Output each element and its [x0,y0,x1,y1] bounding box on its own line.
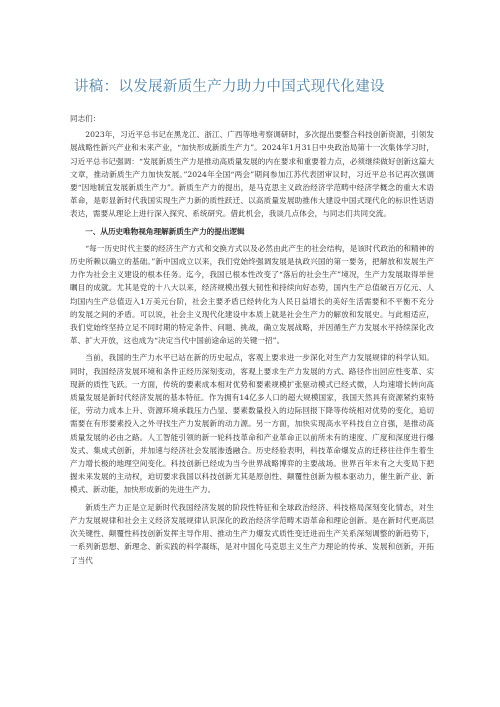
page-title: 讲稿：以发展新质生产力助力中国式现代化建设 [74,79,385,95]
section-heading-1: 一、从历史唯物视角理解新质生产力的提出逻辑 [85,226,245,236]
section1-paragraph-1: “每一历史时代主要的经济生产方式和交换方式以及必然由此产生的社会结构，是该时代政治的和精神的历史所赖以确立的基础。”新中国成立以来，我们党始终强调发展是执政兴国的第一要务，把解放和发展生产力作为社会主义建设的根本任务。迄今，我国已根本性改变了“落后的社会生产”境况，生产力发展取得举世瞩目的成就。尤其是党的十八大以来，经济规模出强大韧性和持续向好态势，国内生产总值破百万亿元、人均国内生产总值迈入1万美元台阶，社会主要矛盾已经转化为人民日益增长的美好生活需要和不平衡不充分的发展之间的矛盾。可以说，社会主义现代化建设中本质上就是社会生产力的解放和发展史。与此相适应，我们党始终坚持立足不同时期的特定条件、问题、挑战，确立发展战略，并因循生产力发展水平持续深化改革、扩大开放，这也成为“决定当代中国前途命运的关键一招”。 [70,243,434,346]
section1-paragraph-2: 当前，我国的生产力水平已站在新的历史起点，客观上要求进一步深化对生产力发展规律的科学认知。同时，我国经济发展环境和条件正经历深刻变动，客观上要求生产力发展的方式、路径作出回应性变革、实现新的质性飞跃。一方面，传统的要素成本相对优势和要素规模扩张驱动模式已经式微，人均速增长转向高质量发展是新时代经济发展的基本特征。作为拥有14亿多人口的超大规模国家，我国天然具有资源紧约束特征，劳动力成本上升、资源环境承载压力凸显、要素数量投入的边际回报下降等传统相对优势的变化，追切需要在有形要素投入之外寻找生产力发展新的动力源。另一方面，加快实现高水平科技自立自强，是推动高质量发展的必由之路。人工智能引领的新一轮科技革命和产业革命正以前所未有的速度、广度和深度进行爆发式、集成式创新，并加速与经济社会发展渗透融合。历史经验表明，科技革命爆发点的迁移往往伴生着生产力增长极的地理空间变化。科技创新已经成为当今世界战略博弈的主要战场。世界百年未有之大变局下把握未来发展的主动权，迫切要求我国以科技创新尤其是原创性、颠覆性创新为根本驱动力，催生新产业、新模式、新动能，加快形成新的先进生产力。 [70,353,434,495]
section1-paragraph-3: 新质生产力正是立足新时代我国经济发展的阶段性特征和全球政治经济、科技格局深刻变化情态，对生产力发展规律和社会主义经济发展规律认识深化的政治经济学范畴术语革命和理论创新。是在新时代更高层次关键性、颠覆性科技创新发挥主导作用、推动生产力爆发式质性变迁进而生产关系深刻调整的新趋势下，一系列新思想、新理念、新实践的科学凝练，是对中国化马克思主义生产力理论的传承、发展和创新，开拓了当代 [70,502,434,565]
intro-paragraph: 2023年，习近平总书记在黑龙江、浙江、广西等地考察调研时，多次提出要整合科技创新资源，引领发展战略性新兴产业和未来产业，“加快形成新质生产力”。2024年1月31日中央政治局第十一次集体学习时，习近平总书记强调：“发展新质生产力是推动高质量发展的内在要求和重要着力点，必须继续做好创新这篇大文章，推动新质生产力加快发展。”2024年全国“两会”期间参加江苏代表团审议时，习近平总书记再次强调要“因地制宜发展新质生产力”。新质生产力的提出，是马克思主义政治经济学范畴中经济学概念的重大术语革命，是彰显新时代我国实现生产力新的质性跃迁、以高质量发展助推伟大建设中国式现代化的标识性话语表达，需要从理论上进行深入探究、系统研究。借此机会，我谈几点体会，与同志们共同交流。 [70,130,434,219]
greeting: 同志们： [70,114,101,123]
